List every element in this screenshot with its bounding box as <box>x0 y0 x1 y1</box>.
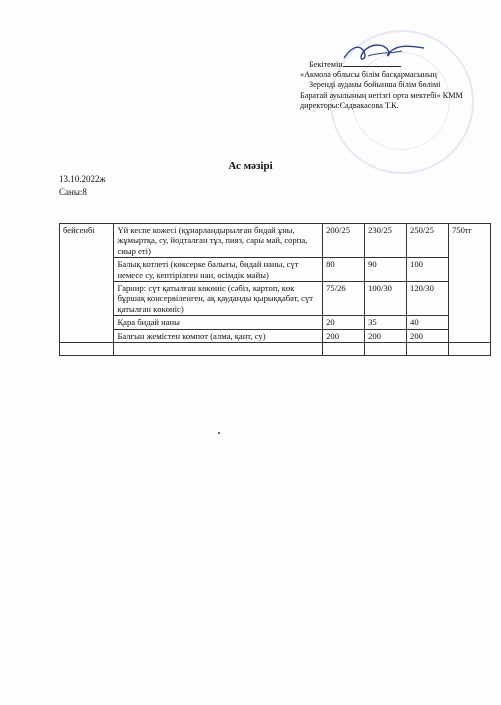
portion-cell-c: 100 <box>407 258 449 282</box>
portion-cell-b: 100/30 <box>365 282 407 316</box>
approval-line-director: директоры:Садвакасова Т.К. <box>300 100 399 110</box>
dish-cell: Қара бидай наны <box>114 316 323 329</box>
price-cell: 750тг <box>448 224 490 343</box>
portion-cell-c: 250/25 <box>407 224 449 258</box>
portion-cell-b: 200 <box>365 329 407 342</box>
dish-cell: Үй кеспе кожесі (құнарландырылған бидай ұны, жұмыртқа, су, йодталған тұз, пияз, сары май, сорпа, сиыр еті) <box>114 224 323 258</box>
dish-cell: Балғын жемістен компот (алма, қант, су) <box>114 329 323 342</box>
portion-cell-c: 120/30 <box>407 282 449 316</box>
table-row <box>60 224 491 258</box>
portion-cell-a: 200/25 <box>323 224 365 258</box>
approval-line-dept: Зеренді ауданы бойынша білім бөлімі <box>309 80 441 90</box>
empty-table-row <box>60 343 491 356</box>
empty-cell <box>60 343 114 356</box>
day-cell: бейсенбі <box>60 224 114 343</box>
portion-cell-b: 90 <box>365 258 407 282</box>
portion-cell-a: 20 <box>323 316 365 329</box>
menu-table <box>59 223 491 356</box>
approval-line-approve: Бекітемін <box>300 58 495 70</box>
portion-cell-a: 75/26 <box>323 282 365 316</box>
portion-cell-a: 80 <box>323 258 365 282</box>
dish-cell: Балық котлеті (көксерке балығы, бидай наны, сүт немесе су, кептірілген нан, өсімдік майы) <box>114 258 323 282</box>
empty-cell <box>323 343 365 356</box>
empty-cell <box>365 343 407 356</box>
table-row <box>60 258 491 282</box>
empty-cell <box>448 343 490 356</box>
approval-line-school: Баратай ауылының негізгі орта мектебі» КММ <box>300 90 463 100</box>
page-title: Ас мәзірі <box>228 160 273 172</box>
portion-cell-b: 230/25 <box>365 224 407 258</box>
table-row <box>60 282 491 316</box>
portion-cell-c: 40 <box>407 316 449 329</box>
menu-date: 13.10.2022ж <box>59 174 106 184</box>
dish-cell: Гарнир: сүт қатылған көкөніс (сәбіз, картоп, көк бұршақ консервіленген, ақ қауданды қырыққабат, сүт қатылған көкөніс) <box>114 282 323 316</box>
menu-count: Саны:8 <box>59 187 87 197</box>
portion-cell-a: 200 <box>323 329 365 342</box>
table-row <box>60 329 491 342</box>
stray-mark <box>218 432 220 434</box>
approval-line-org: «Акмола облысы білім басқармасының <box>300 70 437 80</box>
empty-cell <box>114 343 323 356</box>
approval-block <box>300 58 495 111</box>
empty-cell <box>407 343 449 356</box>
portion-cell-b: 35 <box>365 316 407 329</box>
portion-cell-c: 200 <box>407 329 449 342</box>
table-row <box>60 316 491 329</box>
